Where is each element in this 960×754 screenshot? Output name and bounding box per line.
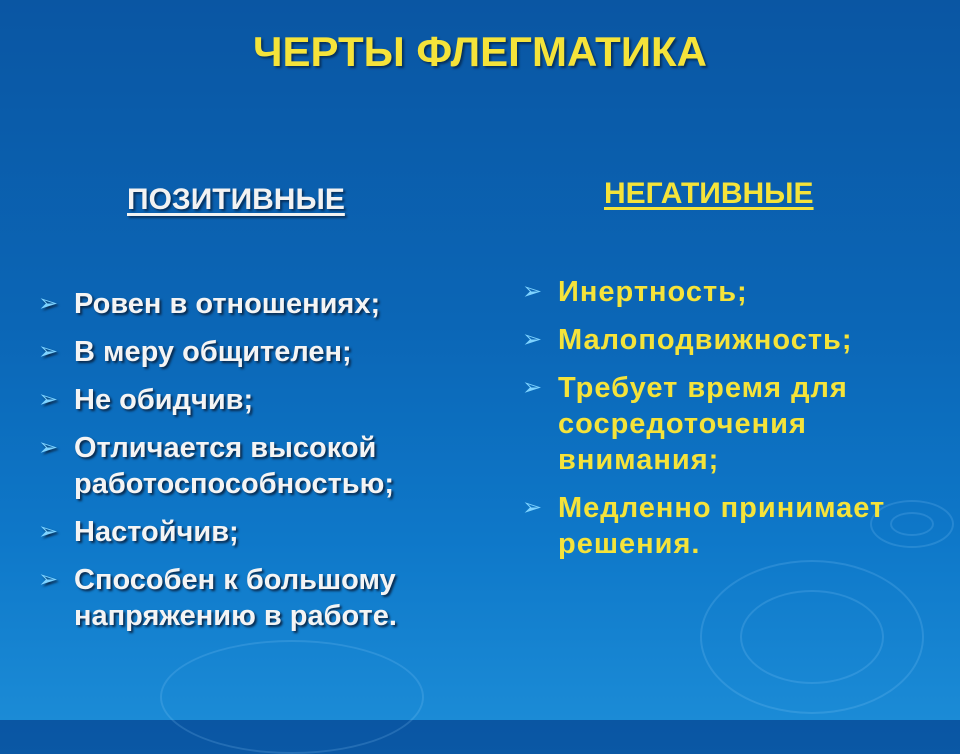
arrow-bullet-icon: ➢ — [38, 290, 59, 317]
arrow-bullet-icon: ➢ — [522, 326, 544, 353]
positive-header: ПОЗИТИВНЫЕ — [127, 183, 345, 216]
arrow-bullet-icon: ➢ — [38, 566, 59, 593]
arrow-bullet-icon: ➢ — [522, 374, 544, 401]
ripple-decoration — [160, 640, 424, 754]
list-item: ➢ Способен к большому напряжению в работе. — [38, 564, 397, 632]
arrow-bullet-icon: ➢ — [38, 338, 59, 365]
negative-header: НЕГАТИВНЫЕ — [604, 177, 814, 210]
negative-traits-list — [522, 274, 952, 574]
list-item: ➢ Не обидчив; — [38, 384, 254, 416]
arrow-bullet-icon: ➢ — [38, 518, 59, 545]
positive-traits-list — [38, 286, 478, 646]
list-item: ➢ Требует время для сосредоточения внимания; — [522, 372, 848, 476]
arrow-bullet-icon: ➢ — [38, 386, 59, 413]
arrow-bullet-icon: ➢ — [522, 278, 544, 305]
slide-title: ЧЕРТЫ ФЛЕГМАТИКА — [252, 28, 707, 75]
list-item: ➢ В меру общителен; — [38, 336, 352, 368]
list-item: ➢ Настойчив; — [38, 516, 239, 548]
list-item: ➢ Ровен в отношениях; — [38, 288, 381, 320]
list-item: ➢ Инертность; — [522, 276, 748, 308]
list-item: ➢ Медленно принимает решения. — [522, 492, 886, 560]
arrow-bullet-icon: ➢ — [522, 494, 544, 521]
arrow-bullet-icon: ➢ — [38, 434, 59, 461]
list-item: ➢ Малоподвижность; — [522, 324, 853, 356]
list-item: ➢ Отличается высокой работоспособностью; — [38, 432, 395, 500]
ripple-decoration — [740, 590, 884, 684]
